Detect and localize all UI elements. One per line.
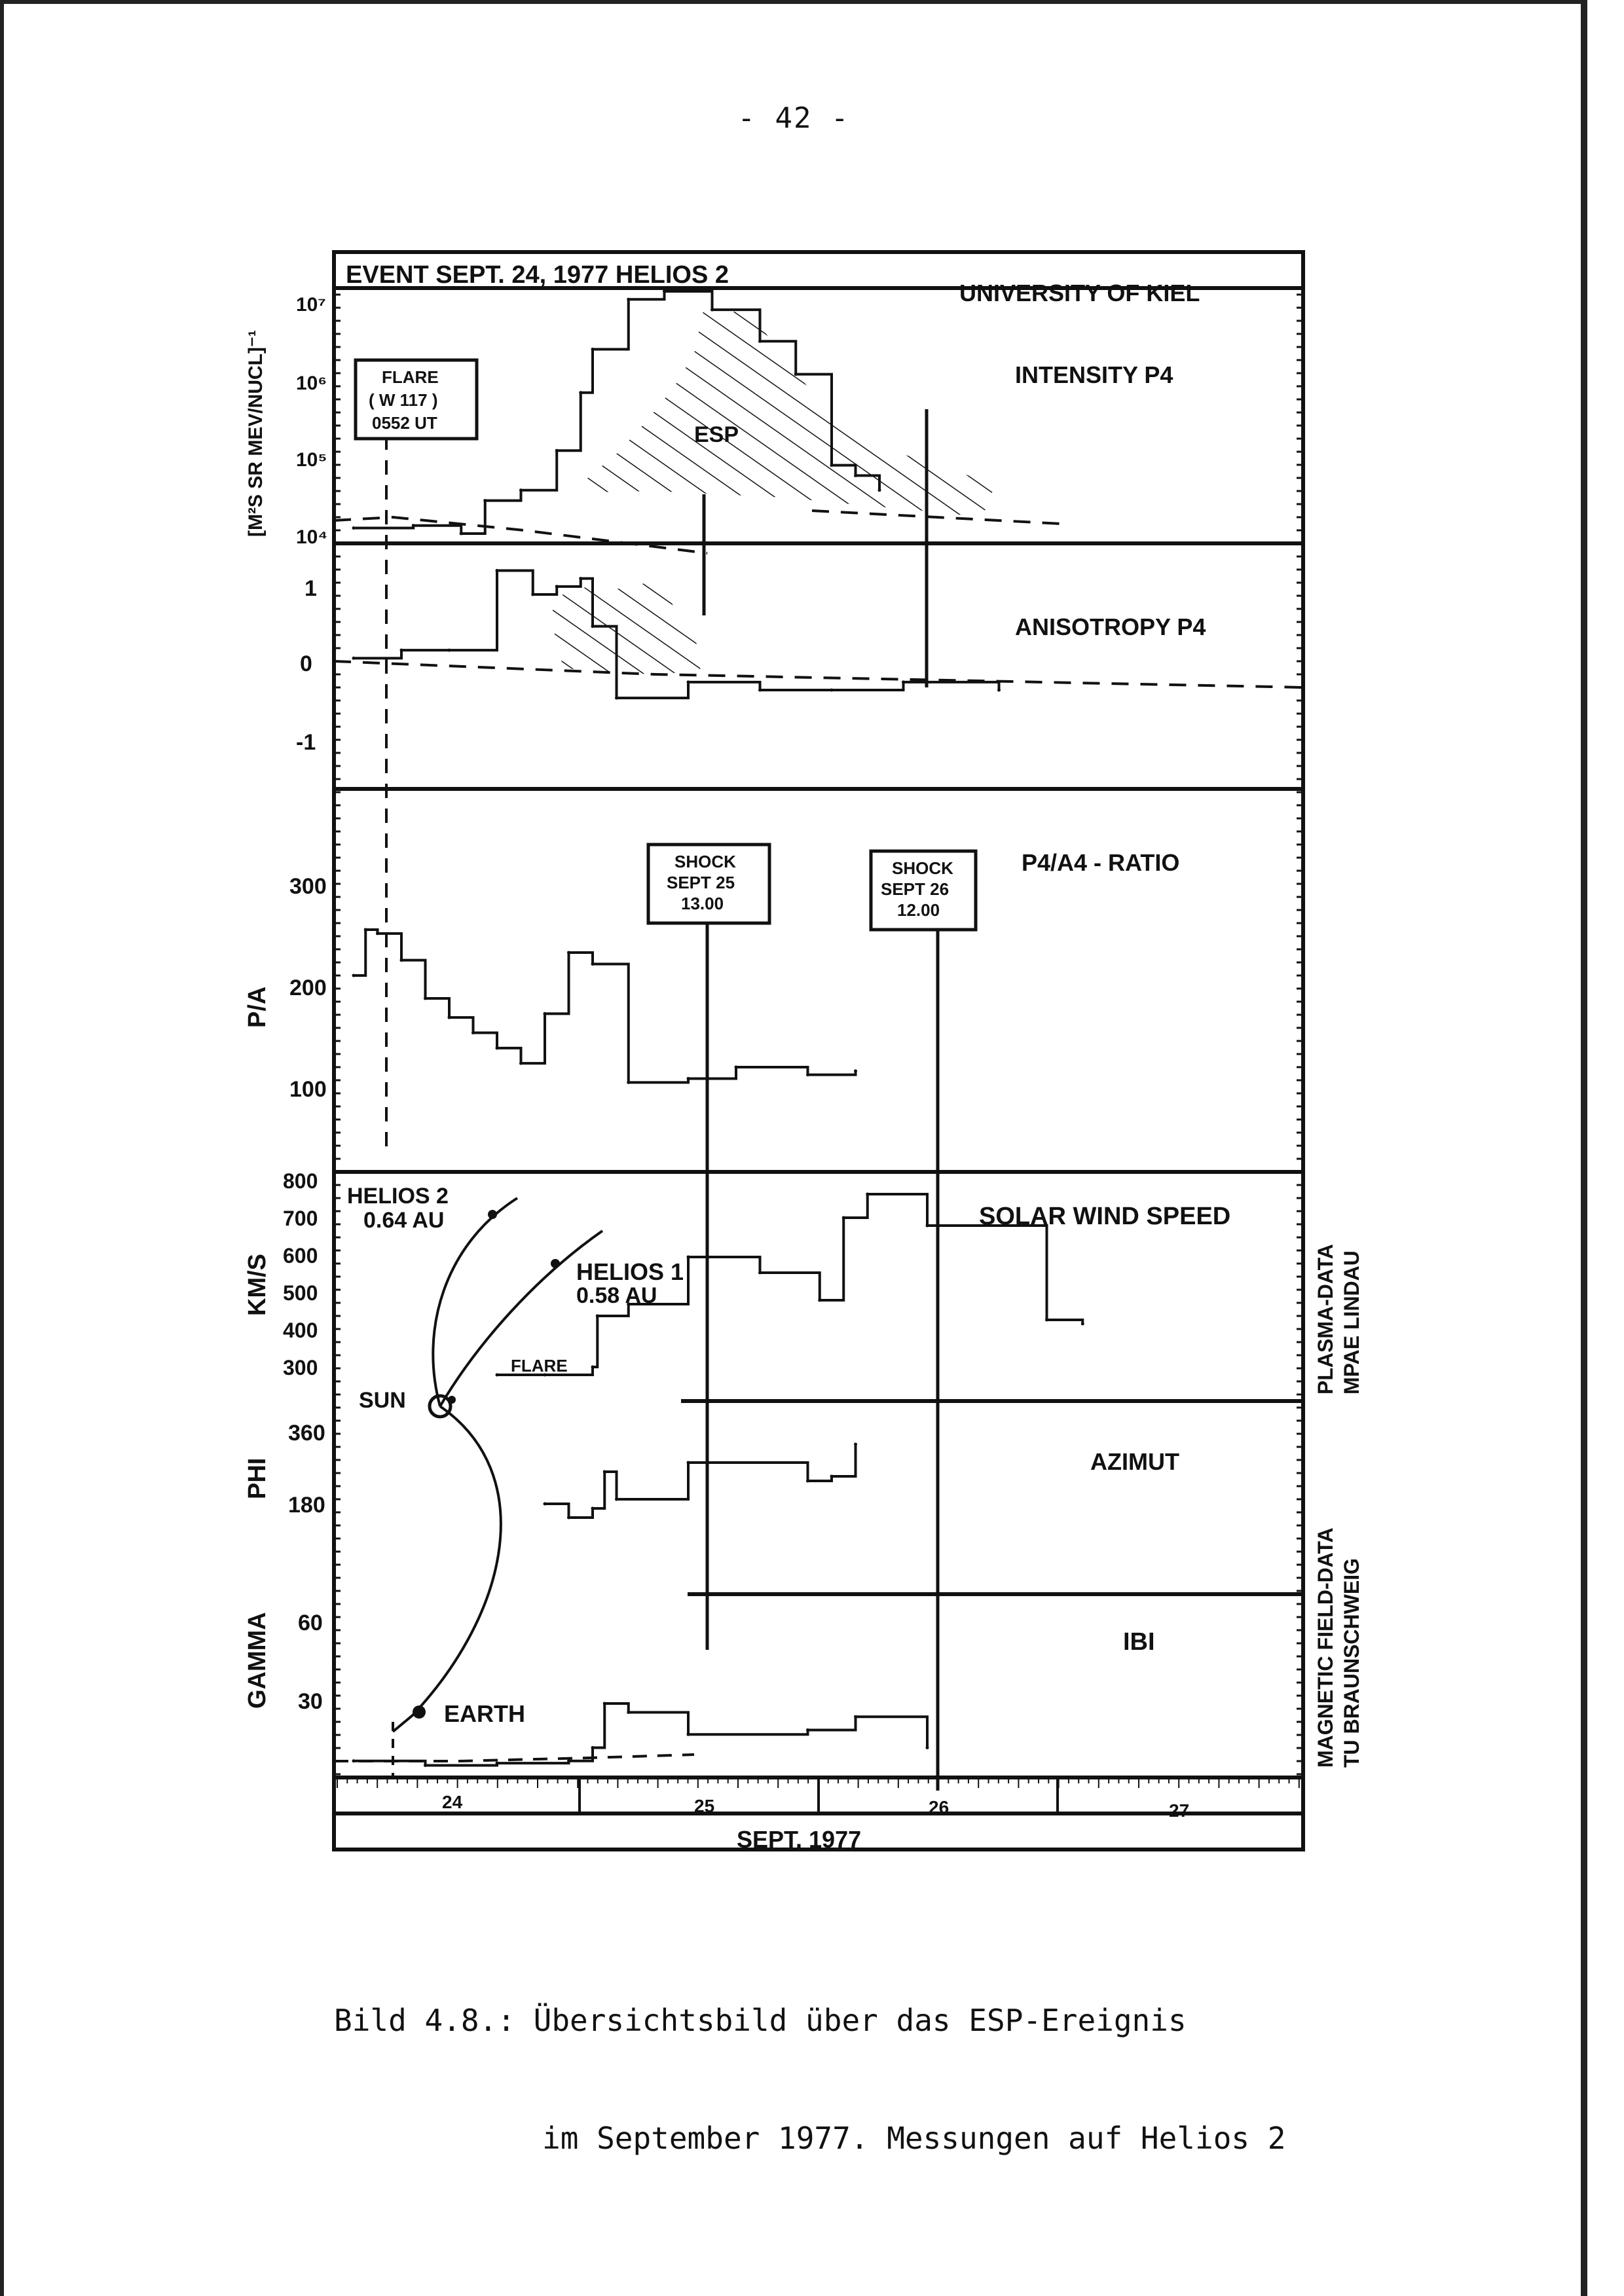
- solar-wind-series-point: [687, 1256, 690, 1259]
- helios2-position: [488, 1210, 497, 1219]
- ytick-label: 30: [298, 1689, 323, 1714]
- panel-title-intensity: INTENSITY P4: [1015, 361, 1173, 388]
- helios1-orbit: [440, 1231, 602, 1406]
- ytick-label: 10⁴: [296, 526, 328, 548]
- helios2-label-name: HELIOS 2: [347, 1184, 449, 1209]
- ratio-series: [354, 930, 856, 1082]
- ytick-label: 500: [283, 1281, 318, 1305]
- ylabel-speed: KM/S: [244, 1254, 271, 1316]
- ratio-series-point: [591, 962, 595, 966]
- intensity-series-point: [794, 373, 798, 376]
- shock1-line1: SHOCK: [674, 852, 736, 871]
- shock2-line2: SEPT 26: [881, 879, 950, 899]
- helios1-label-au: 0.58 AU: [576, 1283, 657, 1308]
- ytick-label: 200: [289, 975, 327, 1000]
- intensity-series-point: [412, 524, 415, 527]
- intensity-decay-extension: [812, 511, 1061, 524]
- azimut-series-point: [567, 1516, 570, 1520]
- ytick-labels-intensity: [296, 294, 327, 548]
- header-left: EVENT SEPT. 24, 1977 HELIOS 2: [346, 261, 729, 289]
- panel-title-anisotropy: ANISOTROPY P4: [1015, 613, 1206, 640]
- solar-wind-series-point: [596, 1315, 599, 1318]
- earth-orbit: [393, 1406, 501, 1732]
- ytick-labels-phi: [288, 1421, 325, 1518]
- ytick-label: 180: [288, 1493, 325, 1518]
- ibi-series-point: [567, 1759, 570, 1762]
- xtick-label: 27: [1169, 1800, 1190, 1821]
- azimut-series-point: [603, 1470, 606, 1474]
- solar-wind-series-point: [866, 1193, 869, 1196]
- ytick-label: 0: [300, 651, 312, 676]
- figure-caption: [334, 1922, 1285, 2197]
- ibi-series-point: [591, 1746, 595, 1749]
- ytick-labels-ratio: [289, 874, 327, 1102]
- sun-label: SUN: [359, 1388, 406, 1413]
- anisotropy-zero-line: [334, 661, 1303, 687]
- ratio-series-point: [424, 997, 427, 1000]
- intensity-series-point: [878, 488, 881, 492]
- anisotropy-series-point: [555, 585, 559, 588]
- ratio-series-point: [400, 958, 403, 962]
- intensity-series-point: [555, 449, 559, 452]
- ratio-series-point: [687, 1077, 690, 1080]
- ibi-series-point: [687, 1733, 690, 1736]
- anisotropy-series-point: [531, 593, 534, 596]
- anisotropy-series-point: [615, 697, 618, 700]
- anisotropy-series-point: [758, 689, 762, 692]
- flare-box-line2: ( W 117 ): [369, 390, 438, 410]
- ratio-series-point: [376, 932, 379, 935]
- ratio-series-point: [448, 1016, 451, 1019]
- ibi-series-point: [496, 1762, 499, 1765]
- flare-box-line3: 0552 UT: [372, 413, 437, 433]
- shock2-box: [871, 851, 976, 930]
- page-number: - 42 -: [737, 101, 850, 135]
- flare-position: [448, 1396, 456, 1404]
- ratio-series-point: [854, 1069, 857, 1072]
- solar-wind-series-point: [926, 1224, 929, 1228]
- intensity-series-point: [830, 464, 834, 467]
- ytick-label: 800: [283, 1169, 318, 1193]
- earth-position: [413, 1705, 426, 1719]
- azimut-series-point: [615, 1498, 618, 1501]
- intensity-series-point: [627, 298, 630, 301]
- ratio-series-point: [471, 1031, 475, 1034]
- intensity-series-point: [710, 308, 714, 312]
- ytick-label: 60: [298, 1611, 323, 1635]
- intensity-series-point: [483, 499, 487, 502]
- intensity-series-point: [854, 474, 857, 477]
- shock2-line1: SHOCK: [892, 858, 953, 878]
- helios1-label-name: HELIOS 1: [576, 1258, 684, 1285]
- intensity-series-point: [519, 488, 523, 492]
- ibi-series-point: [603, 1702, 606, 1705]
- intensity-series-point: [460, 532, 463, 535]
- azimut-series-point: [806, 1480, 809, 1483]
- anisotropy-series-point: [448, 649, 451, 652]
- ylabel-phi: PHI: [244, 1457, 271, 1499]
- plasma-source-label: MPAE LINDAU: [1340, 1250, 1363, 1394]
- x-axis-title: SEPT. 1977: [737, 1826, 862, 1853]
- flare-orbit-label: FLARE: [511, 1356, 568, 1376]
- ytick-label: 10⁶: [296, 373, 327, 394]
- earth-label: EARTH: [444, 1700, 525, 1727]
- intensity-series-point: [352, 526, 356, 530]
- solar-wind-series-point: [842, 1216, 845, 1220]
- ibi-series-point: [424, 1764, 427, 1767]
- panel-title-azimut: AZIMUT: [1090, 1448, 1179, 1475]
- azimut-series-point: [544, 1503, 547, 1506]
- anisotropy-hatched-area: [550, 579, 701, 674]
- ibi-series-point: [926, 1746, 929, 1749]
- flare-box-line1: FLARE: [382, 367, 439, 387]
- ratio-series-point: [519, 1062, 523, 1065]
- panel-title-ibi: IBI: [1123, 1628, 1155, 1656]
- panel-title-solar-wind: SOLAR WIND SPEED: [979, 1203, 1231, 1230]
- shock2-line3: 12.00: [897, 900, 940, 920]
- intensity-series-point: [591, 348, 595, 351]
- intensity-series-point: [579, 391, 582, 394]
- ratio-series-point: [352, 974, 356, 977]
- ytick-label: 400: [283, 1319, 318, 1342]
- shock1-line3: 13.00: [681, 894, 724, 913]
- anisotropy-series-point: [687, 680, 690, 683]
- ylabel-ratio: P/A: [244, 986, 271, 1028]
- ratio-series-point: [544, 1012, 547, 1015]
- solar-wind-series-point: [591, 1366, 595, 1369]
- flare-box: [356, 360, 477, 439]
- azimut-series-point: [687, 1461, 690, 1465]
- ratio-series-point: [806, 1073, 809, 1076]
- ratio-series-point: [627, 1081, 630, 1084]
- ytick-labels-speed: [283, 1169, 318, 1379]
- header-right: UNIVERSITY OF KIEL: [959, 280, 1200, 306]
- shock1-line2: SEPT 25: [667, 873, 735, 892]
- anisotropy-series-point: [579, 577, 582, 580]
- ytick-label: 1: [304, 576, 317, 601]
- ytick-label: 10⁵: [296, 449, 327, 471]
- azimut-series-point: [830, 1475, 834, 1478]
- xtick-label: 26: [929, 1797, 950, 1817]
- caption-line1: Bild 4.8.: Übersichtsbild über das ESP-Ereignis: [334, 2003, 1187, 2038]
- ytick-label: 360: [288, 1421, 325, 1446]
- ratio-series-point: [496, 1046, 499, 1049]
- intensity-series-point: [758, 340, 762, 343]
- intensity-background: [334, 517, 707, 553]
- caption-line2: im September 1977. Messungen auf Helios 2: [542, 2121, 1286, 2156]
- ytick-labels-gamma: [298, 1611, 323, 1714]
- solar-wind-series-point: [1045, 1319, 1048, 1322]
- ytick-label: 600: [283, 1244, 318, 1267]
- ibi-series-point: [627, 1711, 630, 1714]
- xtick-label: 24: [442, 1792, 463, 1812]
- magnetic-source-label: TU BRAUNSCHWEIG: [1340, 1558, 1363, 1768]
- magnetic-data-label: MAGNETIC FIELD-DATA: [1314, 1527, 1337, 1768]
- ratio-series-point: [567, 951, 570, 955]
- anisotropy-series-point: [352, 657, 356, 660]
- ratio-series-point: [735, 1066, 738, 1069]
- ylabel-intensity: [M²S SR MEV/NUCL]⁻¹: [245, 330, 267, 537]
- ytick-label: 10⁷: [296, 294, 326, 316]
- anisotropy-series-point: [591, 625, 595, 628]
- ytick-label: 300: [283, 1356, 318, 1379]
- shock1-box: [648, 845, 769, 923]
- anisotropy-series-point: [902, 680, 905, 683]
- anisotropy-series-point: [830, 689, 834, 692]
- intensity-series-point: [663, 290, 666, 293]
- ibi-series-point: [352, 1759, 356, 1762]
- solar-wind-series-point: [818, 1299, 821, 1302]
- xtick-label: 25: [694, 1796, 715, 1816]
- anisotropy-series-point: [496, 569, 499, 572]
- ytick-label: 300: [289, 874, 327, 899]
- esp-hatched-area: [576, 308, 995, 517]
- anisotropy-series-point: [997, 689, 1001, 692]
- esp-label: ESP: [694, 422, 739, 447]
- anisotropy-series-point: [400, 649, 403, 652]
- solar-wind-series-point: [496, 1374, 499, 1377]
- ibi-series-point: [806, 1728, 809, 1732]
- helios2-label-au: 0.64 AU: [363, 1208, 445, 1233]
- plasma-data-label: PLASMA-DATA: [1314, 1244, 1337, 1394]
- ytick-label: 700: [283, 1207, 318, 1230]
- ytick-label: 100: [289, 1077, 327, 1102]
- ibi-series-point: [854, 1715, 857, 1719]
- panel-title-ratio: P4/A4 - RATIO: [1022, 849, 1180, 876]
- solar-wind-series-point: [758, 1271, 762, 1275]
- azimut-series-point: [591, 1507, 595, 1510]
- ytick-label: -1: [296, 730, 316, 755]
- helios1-position: [551, 1259, 560, 1268]
- solar-wind-series-point: [1081, 1322, 1084, 1326]
- ratio-series-point: [364, 928, 367, 932]
- orbit-schematic: [393, 1198, 602, 1732]
- azimut-series-point: [854, 1443, 857, 1446]
- ylabel-gamma: GAMMA: [244, 1612, 271, 1709]
- ytick-labels-anisotropy: [296, 576, 317, 755]
